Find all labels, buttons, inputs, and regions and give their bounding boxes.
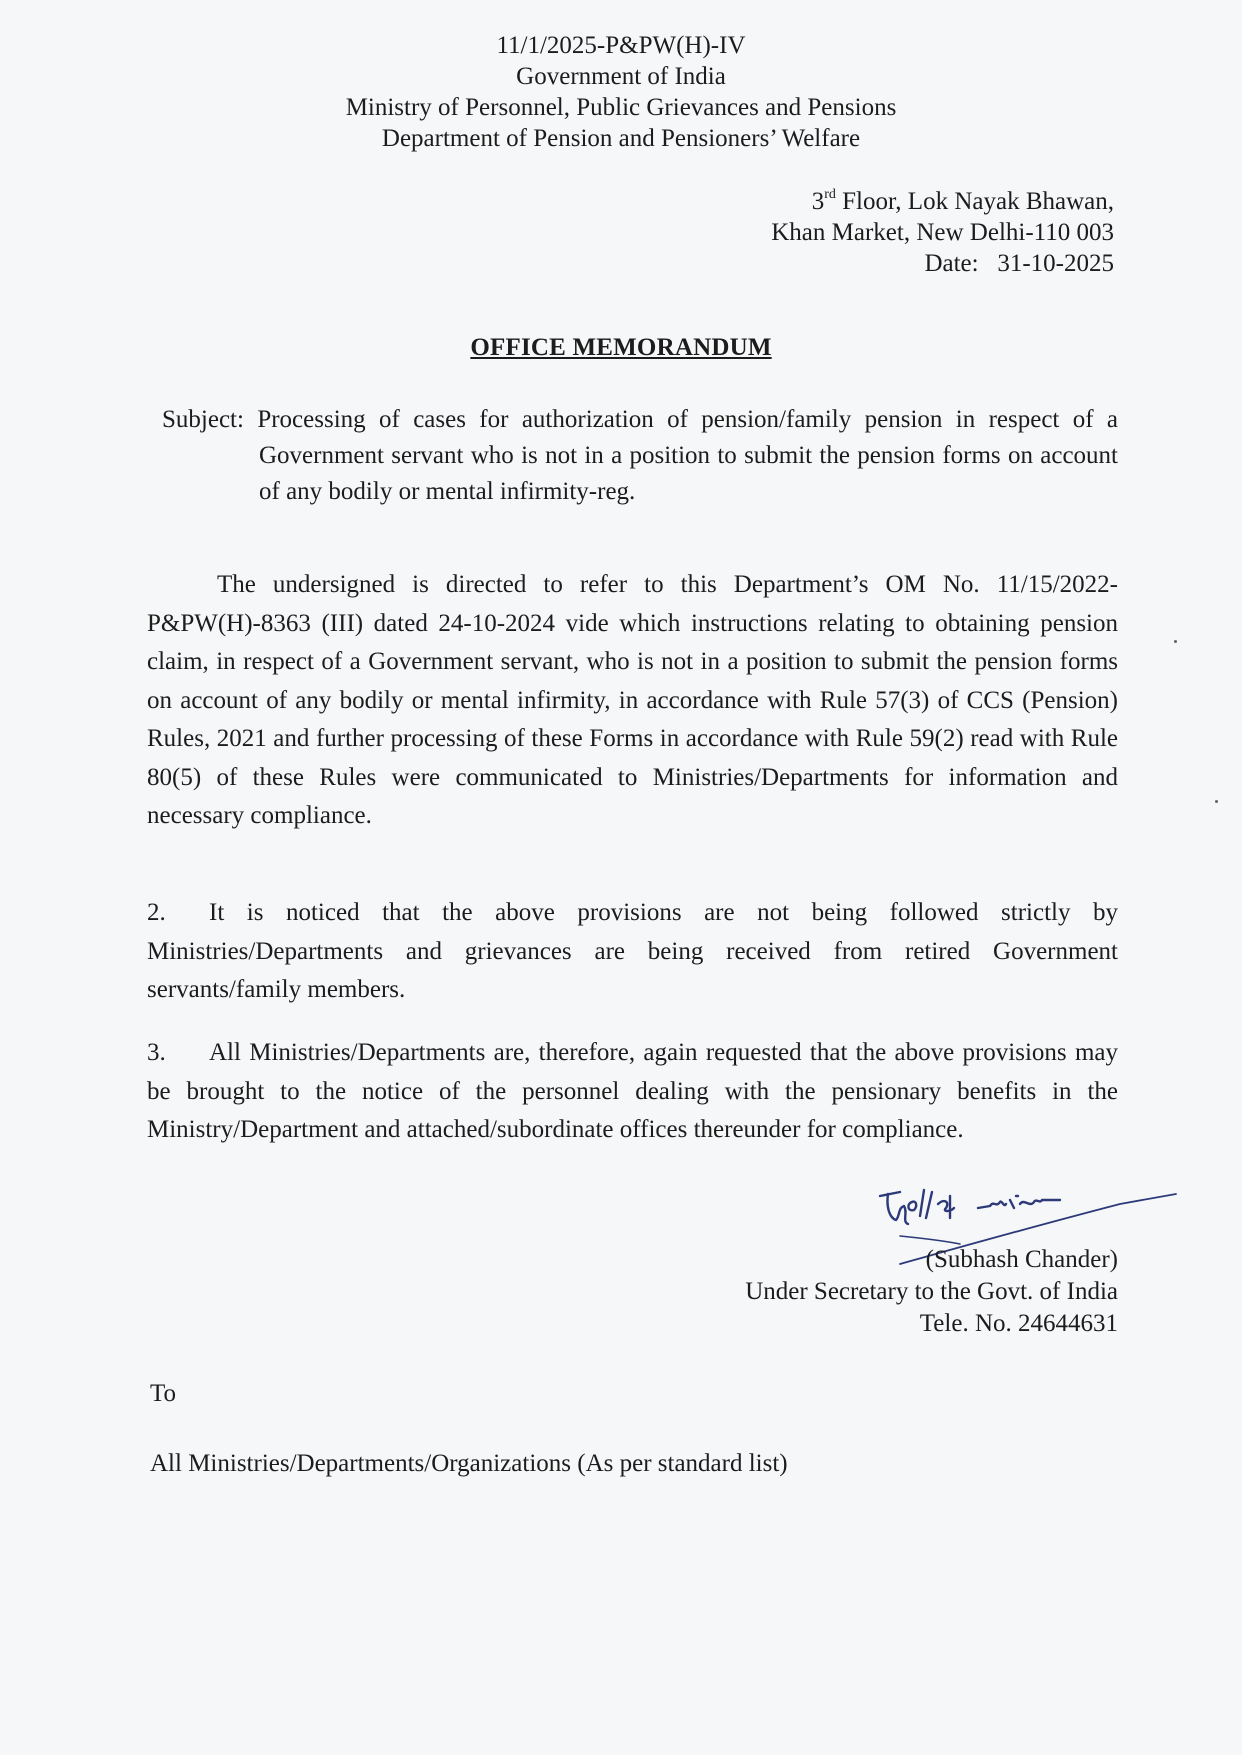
address-building: Floor, Lok Nayak Bhawan, bbox=[835, 188, 1114, 215]
date-label: Date: bbox=[924, 250, 979, 277]
signatory-block bbox=[745, 1244, 1118, 1340]
date-line bbox=[924, 248, 1114, 280]
signatory-name: (Subhash Chander) bbox=[925, 1246, 1118, 1273]
signatory-designation: Under Secretary to the Govt. of India bbox=[745, 1278, 1118, 1305]
scan-speck bbox=[1174, 640, 1177, 643]
ministry-name: Ministry of Personnel, Public Grievances and Pensions bbox=[345, 94, 897, 121]
subject bbox=[162, 402, 1118, 510]
paragraph-2-text: It is noticed that the above provisions are not being followed strictly by Ministries/Departments and grievances are being received from retired Government servants/family members. bbox=[147, 899, 1118, 1003]
signatory-telephone: Tele. No. 24644631 bbox=[919, 1310, 1118, 1337]
paragraph-3-text: All Ministries/Departments are, therefore, again requested that the above provisions may be brought to the notice of the personnel dealing with the pensionary benefits in the Ministry/Department and attached/subordinate offices thereunder for compliance. bbox=[147, 1039, 1118, 1143]
paragraph-3 bbox=[147, 1034, 1118, 1150]
scan-speck bbox=[1215, 800, 1218, 803]
department-name: Department of Pension and Pensioners’ Welfare bbox=[381, 125, 861, 152]
floor-suffix: rd bbox=[824, 187, 836, 202]
subject-text: Processing of cases for authorization of pension/family pension in respect of a Government servant who is not in a position to submit the pension forms on account of any bodily or mental infirmity-reg. bbox=[257, 406, 1119, 505]
paragraph-2 bbox=[147, 894, 1118, 1010]
paragraph-3-number: 3. bbox=[147, 1039, 166, 1066]
date-value: 31-10-2025 bbox=[997, 250, 1114, 277]
paragraph-2-number: 2. bbox=[147, 899, 166, 926]
government-name: Government of India bbox=[516, 63, 726, 90]
document-title: OFFICE MEMORANDUM bbox=[470, 334, 772, 361]
subject-label: Subject: bbox=[162, 406, 244, 433]
address-line-2: Khan Market, New Delhi-110 003 bbox=[771, 219, 1114, 246]
floor-number: 3 bbox=[811, 188, 825, 215]
to-label: To bbox=[150, 1380, 177, 1407]
recipients: All Ministries/Departments/Organizations (As per standard list) bbox=[150, 1450, 788, 1477]
paragraph-1 bbox=[147, 566, 1118, 836]
file-number: 11/1/2025-P&PW(H)-IV bbox=[496, 32, 746, 59]
address-line-1 bbox=[812, 186, 1114, 218]
paragraph-1-text: The undersigned is directed to refer to this Department’s OM No. 11/15/2022-P&PW(H)-8363 (III) dated 24-10-2024 vide which instructions relating to obtaining pension claim, in respect of a Government servant, who is not in a position to submit the pension forms on account of any bodily or mental infirmity, in accordance with Rule 57(3) of CCS (Pension) Rules, 2021 and further processing of these Forms in accordance with Rule 59(2) read with Rule 80(5) of these Rules were communicated to Ministries/Departments for information and necessary compliance. bbox=[147, 571, 1118, 829]
